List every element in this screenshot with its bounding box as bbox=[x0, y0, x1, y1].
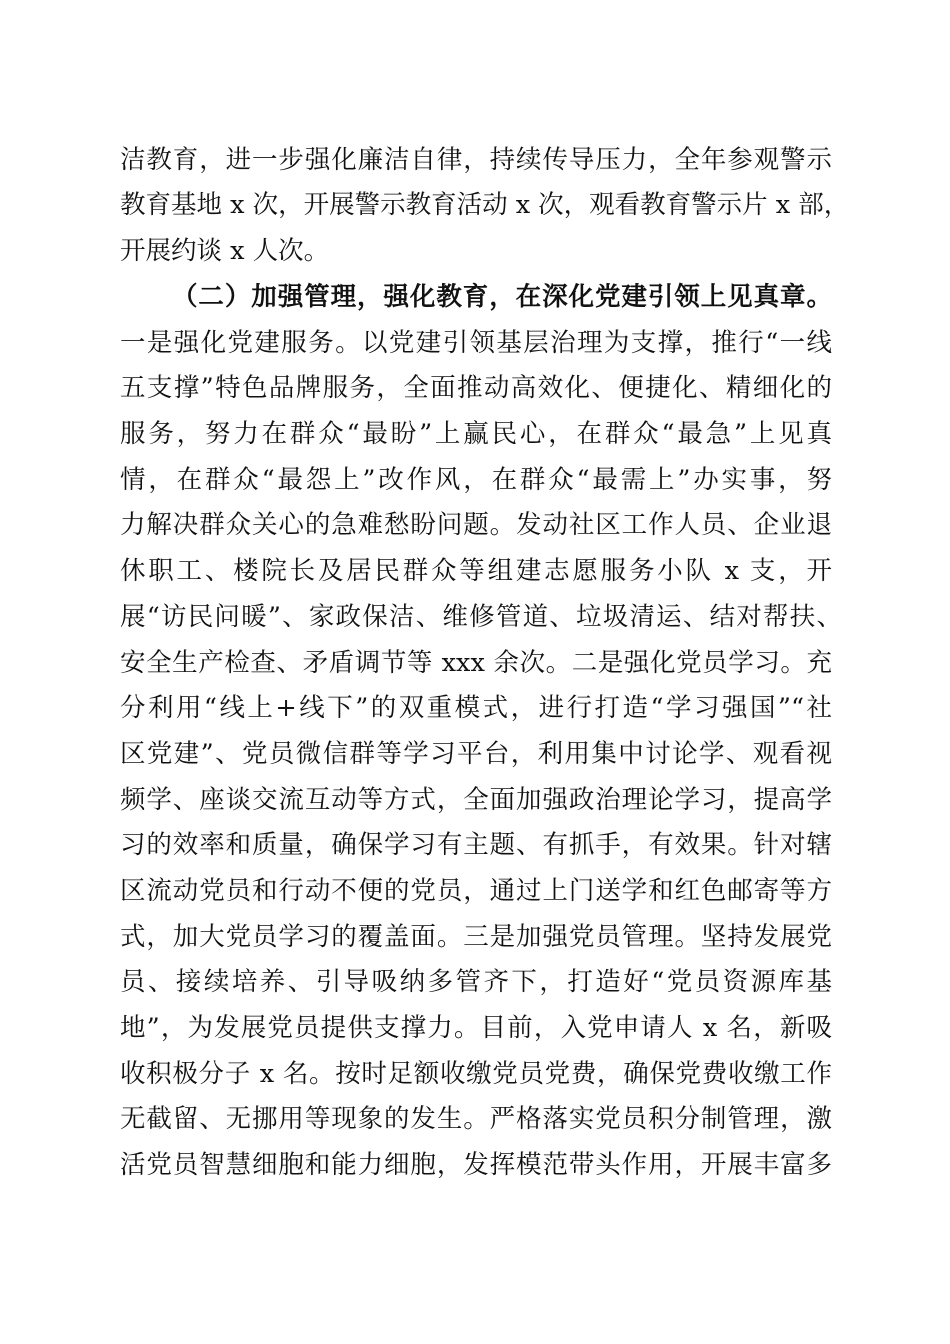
section-heading: （二）加强管理，强化教育，在深化党建引领上见真章。 bbox=[172, 282, 832, 312]
text-line: 无截留、无挪用等现象的发生。严格落实党员积分制管理，激 bbox=[120, 1104, 832, 1134]
text-line: 频学、座谈交流互动等方式，全面加强政治理论学习，提高学 bbox=[120, 785, 832, 815]
text-line: 洁教育，进一步强化廉洁自律，持续传导压力，全年参观警示 bbox=[120, 145, 832, 175]
text-line: 休职工、楼院长及居民群众等组建志愿服务小队 x 支，开 bbox=[120, 556, 832, 586]
text-line: 力解决群众关心的急难愁盼问题。发动社区工作人员、企业退 bbox=[120, 510, 832, 540]
text-line: 五支撑”特色品牌服务，全面推动高效化、便捷化、精细化的 bbox=[120, 373, 832, 403]
text-line: 安全生产检查、矛盾调节等 xxx 余次。二是强化党员学习。充 bbox=[120, 648, 832, 678]
text-line: 活党员智慧细胞和能力细胞，发挥模范带头作用，开展丰富多 bbox=[120, 1150, 832, 1180]
text-line: 展“访民问暖”、家政保洁、维修管道、垃圾清运、结对帮扶、 bbox=[120, 602, 842, 632]
text-line: 开展约谈 x 人次。 bbox=[120, 236, 330, 266]
text-line: 区流动党员和行动不便的党员，通过上门送学和红色邮寄等方 bbox=[120, 876, 832, 906]
text-line: 习的效率和质量，确保学习有主题、有抓手，有效果。针对辖 bbox=[120, 830, 832, 860]
text-line: 员、接续培养、引导吸纳多管齐下，打造好“党员资源库基 bbox=[120, 967, 832, 997]
text-line: 收积极分子 x 名。按时足额收缴党员党费，确保党费收缴工作 bbox=[120, 1059, 832, 1089]
text-line: 情，在群众“最怨上”改作风，在群众“最需上”办实事，努 bbox=[120, 465, 832, 495]
text-line: 教育基地 x 次，开展警示教育活动 x 次，观看教育警示片 x 部， bbox=[120, 190, 850, 220]
text-line: 区党建”、党员微信群等学习平台，利用集中讨论学、观看视 bbox=[120, 739, 832, 769]
text-line: 一是强化党建服务。以党建引领基层治理为支撑，推行“一线 bbox=[120, 328, 832, 358]
text-line: 式，加大党员学习的覆盖面。三是加强党员管理。坚持发展党 bbox=[120, 922, 832, 952]
text-line: 服务，努力在群众“最盼”上赢民心，在群众“最急”上见真 bbox=[120, 419, 832, 449]
text-line: 分利用“线上+线下”的双重模式，进行打造“学习强国”“社 bbox=[120, 693, 832, 723]
text-line: 地”，为发展党员提供支撑力。目前，入党申请人 x 名，新吸 bbox=[120, 1013, 832, 1043]
